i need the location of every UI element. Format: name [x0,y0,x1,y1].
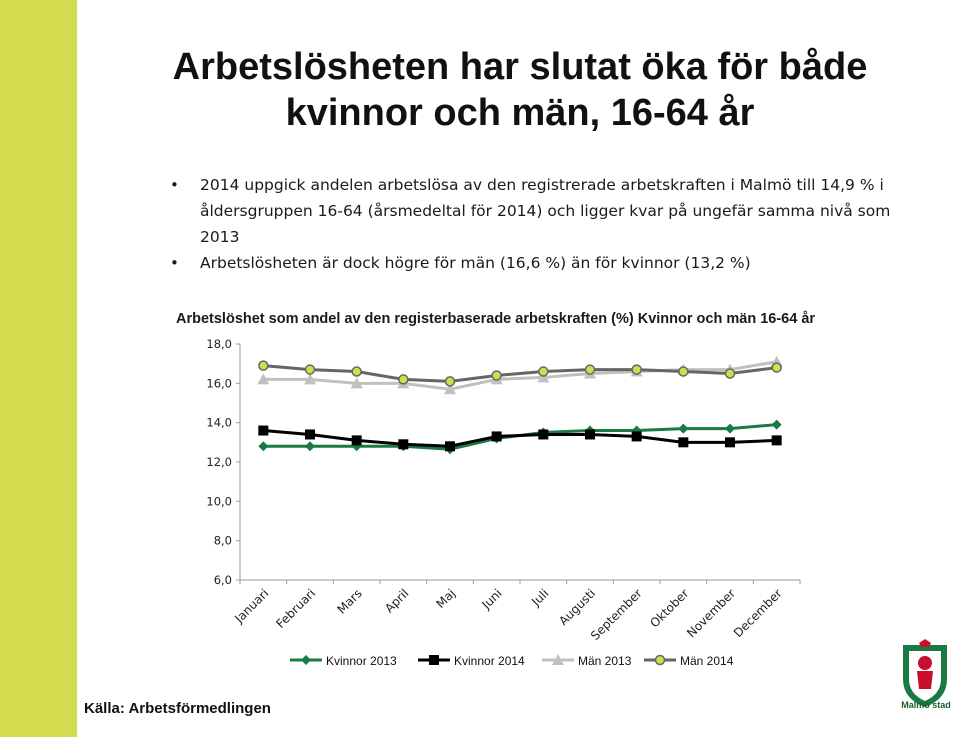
series-line [263,362,776,390]
data-point [585,429,595,439]
legend-marker [301,655,311,665]
x-tick-label: Juni [479,586,505,612]
bullet-text: Arbetslösheten är dock högre för män (16,6 %) än för kvinnor (13,2 %) [200,254,751,272]
y-tick-label: 10,0 [206,494,232,509]
y-tick-label: 14,0 [206,415,232,430]
side-accent-bar [0,0,77,737]
y-tick-label: 8,0 [213,533,232,548]
source-note: Källa: Arbetsförmedlingen [84,700,271,717]
slide-title-line-2: kvinnor och män, 16-64 år [285,92,755,134]
data-point [492,371,501,380]
slide-title [100,44,940,136]
bullet-dot-icon: • [170,254,179,272]
data-point [305,441,315,451]
series-line [263,431,776,447]
data-point [352,435,362,445]
data-point [772,435,782,445]
chart-title: Arbetslöshet som andel av den registerbaserade arbetskraften (%) Kvinnor och män 16-64 år [176,311,816,327]
y-tick-label: 12,0 [206,455,232,469]
data-point [725,437,735,447]
line-chart [190,332,910,687]
bullet-item [170,250,900,276]
legend-label: Kvinnor 2014 [454,654,525,668]
x-tick-label: December [730,586,785,641]
data-point [632,431,642,441]
data-point [726,369,735,378]
x-tick-label: November [684,586,739,641]
legend-label: Kvinnor 2013 [326,654,397,668]
data-point [538,429,548,439]
data-point [305,429,315,439]
slide-title-line-1: Arbetslösheten har slutat öka för både [172,46,868,88]
data-point [725,424,735,434]
x-tick-label: Augusti [556,586,599,629]
data-point [259,361,268,370]
data-point [679,367,688,376]
y-tick-label: 18,0 [206,337,232,351]
data-point [678,424,688,434]
x-tick-label: Februari [273,586,319,632]
data-point [539,367,548,376]
bullet-dot-icon: • [170,176,179,194]
data-point [586,365,595,374]
data-point [258,426,268,436]
legend-label: Män 2014 [680,654,734,668]
data-point [772,363,781,372]
legend-marker [656,656,665,665]
logo-text: Malmö stad [901,700,951,710]
data-point [306,365,315,374]
x-tick-label: September [587,586,645,644]
data-point [398,439,408,449]
x-tick-label: Maj [433,586,459,612]
x-tick-label: Mars [334,586,365,617]
data-point [678,437,688,447]
bullet-item [170,172,900,250]
data-point [772,420,782,430]
data-point [492,431,502,441]
x-tick-label: Juli [528,586,552,609]
y-tick-label: 6,0 [213,573,232,587]
x-tick-label: Oktober [647,586,692,631]
data-point [399,375,408,384]
data-point [445,441,455,451]
y-tick-label: 16,0 [206,376,232,391]
data-point [446,377,455,386]
data-point [632,365,641,374]
x-tick-label: Januari [232,586,272,626]
bullet-text: 2014 uppgick andelen arbetslösa av den registrerade arbetskraften i Malmö till 14,9 % i åldersgruppen 16-64 (årsmedeltal för 2014) och ligger kvar på ungefär samma nivå som 2013 [200,176,891,246]
data-point [258,441,268,451]
x-tick-label: April [382,586,412,616]
legend-label: Män 2013 [578,654,632,668]
data-point [352,367,361,376]
legend-marker [429,655,439,665]
bullet-list [170,172,900,276]
